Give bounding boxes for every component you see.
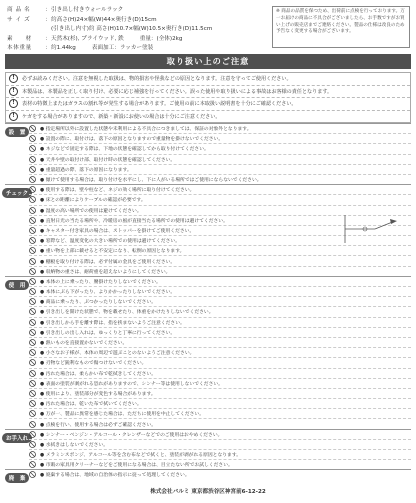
prohibition-icon (29, 166, 37, 173)
caution-item (29, 277, 411, 287)
caution-item (29, 134, 411, 144)
spec-value (51, 44, 257, 54)
prohibition-icon (29, 145, 37, 152)
company-footer: 株式会社バルミ 東京都渋谷区神宮前6-12-22 (150, 489, 266, 496)
spec-row (7, 25, 257, 35)
prohibition-icon (29, 319, 37, 326)
caution-sections (5, 123, 411, 483)
section-label (5, 277, 29, 429)
key-warning (6, 98, 410, 111)
installation-diagram (335, 209, 407, 247)
caution-item (29, 409, 411, 419)
caution-item-text: ● 棚板を取り付ける際は、必ず付属の金具をご使用ください。 (40, 259, 176, 265)
caution-item-text: ● 熱いものを直接置かないでください。 (40, 341, 128, 347)
caution-item-text: ● 重量超過の際、落下の原因になります。 (40, 167, 132, 173)
prohibition-icon (29, 461, 37, 468)
caution-item-text: ● シンナー・ベンジン・アルコール・クレンザーなどでのご使用はおやめください。 (40, 432, 223, 438)
caution-section (5, 469, 411, 483)
section-label-pill: 廃 棄 (5, 473, 30, 483)
key-warning-text: ケガをする場合がありますので、新築・新設にお使いの場合は十分にご注意ください。 (22, 113, 221, 120)
spec-block (5, 4, 411, 54)
spec-row (7, 6, 257, 16)
spec-row (7, 16, 257, 26)
caution-item-text: ● 小さなお子様が、本体の周辺で遊ぶことのないようご注意ください。 (40, 351, 195, 357)
key-warning-text: 本製品は、本製品を正しく取り付け、必要に応じ補強を行ってください。誤った使用や取り扱いによる事故はお客様の責任となります。 (22, 88, 333, 95)
caution-item-text: ● 本体の上に乗ったり、腰掛けたりしないでください。 (40, 279, 161, 285)
key-warning (6, 111, 410, 123)
caution-item-text: ● 収納物の重さは、耐荷重を超えないようにしてください。 (40, 269, 171, 275)
caution-item (29, 399, 411, 409)
caution-item-text: ● 使用により、塗装部分が変色する場合があります。 (40, 391, 156, 397)
key-warnings (5, 72, 411, 123)
prohibition-icon (29, 268, 37, 275)
spec-separator: ： (45, 45, 51, 52)
prohibition-icon (29, 186, 37, 193)
caution-item (29, 348, 411, 358)
caution-item (29, 460, 411, 469)
key-warning-text: 必ずお読みください。注意を無視した取扱は、物的損害や怪我などの原因となります。注意を守ってご使用ください。 (22, 76, 292, 83)
prohibition-icon (29, 431, 37, 438)
spec-material: 天然木(杉), プライウッド, 鉄 (51, 35, 124, 42)
caution-item (29, 358, 411, 368)
section-items (29, 470, 411, 483)
section-items (29, 277, 411, 429)
section-label (5, 185, 29, 276)
caution-item (29, 369, 411, 379)
section-label-pill: 設 置 (5, 127, 30, 137)
spec-row (7, 35, 257, 45)
section-label (5, 430, 29, 470)
caution-item-text: ● 市販の家具用クリーナーなどをご使用になる場合は、目立たない所でお試しください。 (40, 463, 233, 469)
caution-section (5, 123, 411, 184)
prohibition-icon (29, 451, 37, 458)
prohibition-icon (29, 400, 37, 407)
prohibition-icon (29, 471, 37, 478)
spec-finish: 表面加工：ラッカー塗装 (91, 45, 154, 52)
key-warning (6, 86, 410, 99)
spec-value: 引き出し付きウォールラック (51, 7, 124, 13)
caution-item (29, 246, 411, 256)
caution-item-text: ● 万が一、製品に異常を感じた場合は、ただちに使用を中止してください。 (40, 412, 205, 418)
caution-item (29, 419, 411, 428)
caution-item (29, 389, 411, 399)
prohibition-icon (29, 441, 37, 448)
prohibition-icon (29, 298, 37, 305)
spec-value: 約高さ(H)24×幅(W)44×奥行き(D)15cm (51, 16, 157, 23)
section-label-pill: チェック (2, 188, 32, 198)
prohibition-icon (29, 308, 37, 315)
spec-key: サ イ ズ (7, 16, 31, 23)
caution-item (29, 175, 411, 184)
caution-item (29, 144, 411, 154)
caution-item (29, 165, 411, 175)
section-items (29, 430, 411, 470)
key-warning-text: 表材の特徴上またはガラスの割れ等が発生する場合があります。ご使用の前に本取扱い説明書を十分にご確認ください。 (22, 101, 297, 108)
spec-key: 本体重量 (7, 45, 32, 52)
caution-item (29, 338, 411, 348)
caution-item-text: ● 使用する際は、壁や柱など、ネジの効く場所に取り付けてください。 (40, 188, 195, 194)
caution-item-text: ● 本体にぶら下がったり、よりかかったりしないでください。 (40, 290, 176, 296)
caution-item-text: ● 傾けて使用する場合は、取り付けを水平にし、下に人がいる場所ではご使用にならないでください。 (40, 178, 262, 184)
caution-item (29, 124, 411, 134)
spec-body-weight: 約1.44kg (51, 45, 76, 52)
caution-item-text: ● 汚れた場合は、乾いた布で拭いてください。 (40, 402, 142, 408)
caution-item-text: ● 床との距離によりケーブルの確認が必要です。 (40, 198, 146, 204)
prohibition-icon (29, 237, 37, 244)
spec-separator: ： (45, 35, 51, 42)
caution-section (5, 276, 411, 429)
prohibition-icon (29, 329, 37, 336)
caution-item (29, 195, 411, 205)
caution-item-text: ● 点検を行い、使用する場合は必ずご確認ください。 (40, 422, 157, 428)
caution-item (29, 297, 411, 307)
prohibition-icon (29, 125, 37, 132)
prohibition-icon (29, 156, 37, 163)
section-label-pill: お手入れ (2, 433, 32, 443)
caution-item-text: ● ネジなどで固定する際は、下地の状態を確認してから取り付けてください。 (40, 147, 209, 153)
caution-item (29, 379, 411, 389)
spec-value: (引き出し内寸)約 高さ(H)10.7×幅(W)10.5×奥行き(D)11.5cm (51, 26, 213, 33)
caution-item-text: ● 設置の際に、取付けは、落下の原因となりますので重量物を掛けないでください。 (40, 137, 224, 143)
caution-item (29, 318, 411, 328)
caution-item (29, 440, 411, 450)
prohibition-icon (29, 349, 37, 356)
prohibition-icon (29, 421, 37, 428)
spec-row (7, 44, 257, 54)
caution-item (29, 185, 411, 195)
key-warning (6, 73, 410, 86)
caution-item (29, 256, 411, 266)
caution-item-text: ● 引き出しの出し入れは、ゆっくりと丁寧に行ってください。 (40, 330, 176, 336)
caution-item-text: ● 重い物を上部に載せると不安定になり、転倒の原因となります。 (40, 249, 185, 255)
spec-table (7, 6, 257, 54)
caution-item (29, 470, 411, 479)
caution-item-text: ● 引き出しから手を離す際は、指を挟まないようご注意ください。 (40, 320, 185, 326)
exclamation-icon: ! (9, 99, 18, 108)
exclamation-icon: ! (9, 74, 18, 83)
prohibition-icon (29, 135, 37, 142)
spec-separator: ： (45, 7, 51, 13)
prohibition-icon (29, 227, 37, 234)
spec-weight: 重量：(全体)2kg (139, 35, 183, 42)
section-label-pill: 使 用 (5, 280, 30, 290)
spec-separator: ： (45, 16, 51, 23)
caution-item-text: ● 指定場所以外に設置した状態や未利用による不具合につきましては、保証の対象外となります。 (40, 127, 252, 133)
product-note: ※ 商品の品質を保つため、出荷前に点検を行っております。万一お届けの商品に不具合がございましたら、お手数ですがお買い上げの販売店までご連絡ください。製品の仕様は改良のため予告なく変更する場合がございます。 (272, 6, 410, 48)
caution-item-text: ● 水拭きはしないでください。 (40, 442, 109, 448)
section-label (5, 124, 29, 184)
prohibition-icon (29, 176, 37, 183)
caution-item (29, 450, 411, 460)
caution-item-text: ● 廃棄する場合は、地域の自治体の指示に従って処理してください。 (40, 473, 190, 479)
caution-item-text: ● 直射日光の当たる場所や、冷暖房の風が直接当たる場所での使用は避けてください。 (40, 218, 228, 224)
section-title: 取り扱い上のご注意 (5, 54, 411, 69)
section-items (29, 124, 411, 184)
caution-item (29, 287, 411, 297)
prohibition-icon (29, 390, 37, 397)
caution-item-text: ● 引き出しを開けた状態で、物を載せたり、体重をかけたりしないでください。 (40, 310, 214, 316)
caution-item-text: ● キャスター付き家具の場合は、ストッパーを掛けてご使用ください。 (40, 228, 195, 234)
spec-key: 素 材 (7, 35, 32, 42)
prohibition-icon (29, 288, 37, 295)
exclamation-icon: ! (9, 87, 18, 96)
exclamation-icon: ! (9, 112, 18, 121)
caution-item-text: ● 天井や壁の取付け部、取付け時の状態を確認してください。 (40, 157, 176, 163)
prohibition-icon (29, 217, 37, 224)
prohibition-icon (29, 207, 37, 214)
prohibition-icon (29, 196, 37, 203)
prohibition-icon (29, 258, 37, 265)
caution-item-text: ● 窓際など、温度変化の大きい場所での使用は避けてください。 (40, 239, 181, 245)
caution-item-text: ● 刃物など鋭利なもので傷つけないでください。 (40, 361, 147, 367)
caution-item-text: ● 汚れた場合は、柔らかい布で乾拭きしてください。 (40, 371, 157, 377)
prohibition-icon (29, 410, 37, 417)
instruction-sheet (5, 4, 411, 494)
caution-item (29, 328, 411, 338)
caution-item (29, 430, 411, 440)
prohibition-icon (29, 339, 37, 346)
caution-item-text: ● メラミンスポンジ、アルコール等を含む布などで拭くと、塗装が剥がれる原因となります。 (40, 453, 242, 459)
caution-item (29, 267, 411, 276)
section-label (5, 470, 29, 483)
prohibition-icon (29, 359, 37, 366)
caution-item-text: ● 湿度の高い場所での使用は避けてください。 (40, 208, 142, 214)
caution-item-text: ● 商品に乗ったり、ぶつかったりしないでください。 (40, 300, 157, 306)
spec-value (51, 35, 257, 45)
prohibition-icon (29, 247, 37, 254)
caution-item (29, 307, 411, 317)
prohibition-icon (29, 278, 37, 285)
caution-item-text: ● 表面の塗装が剥がれる恐れがありますので、シンナー等は使用しないでください。 (40, 381, 223, 387)
caution-item (29, 155, 411, 165)
prohibition-icon (29, 370, 37, 377)
prohibition-icon (29, 380, 37, 387)
caution-section (5, 429, 411, 470)
spec-key: 商 品 名 (7, 7, 31, 13)
spec-key (7, 25, 45, 35)
